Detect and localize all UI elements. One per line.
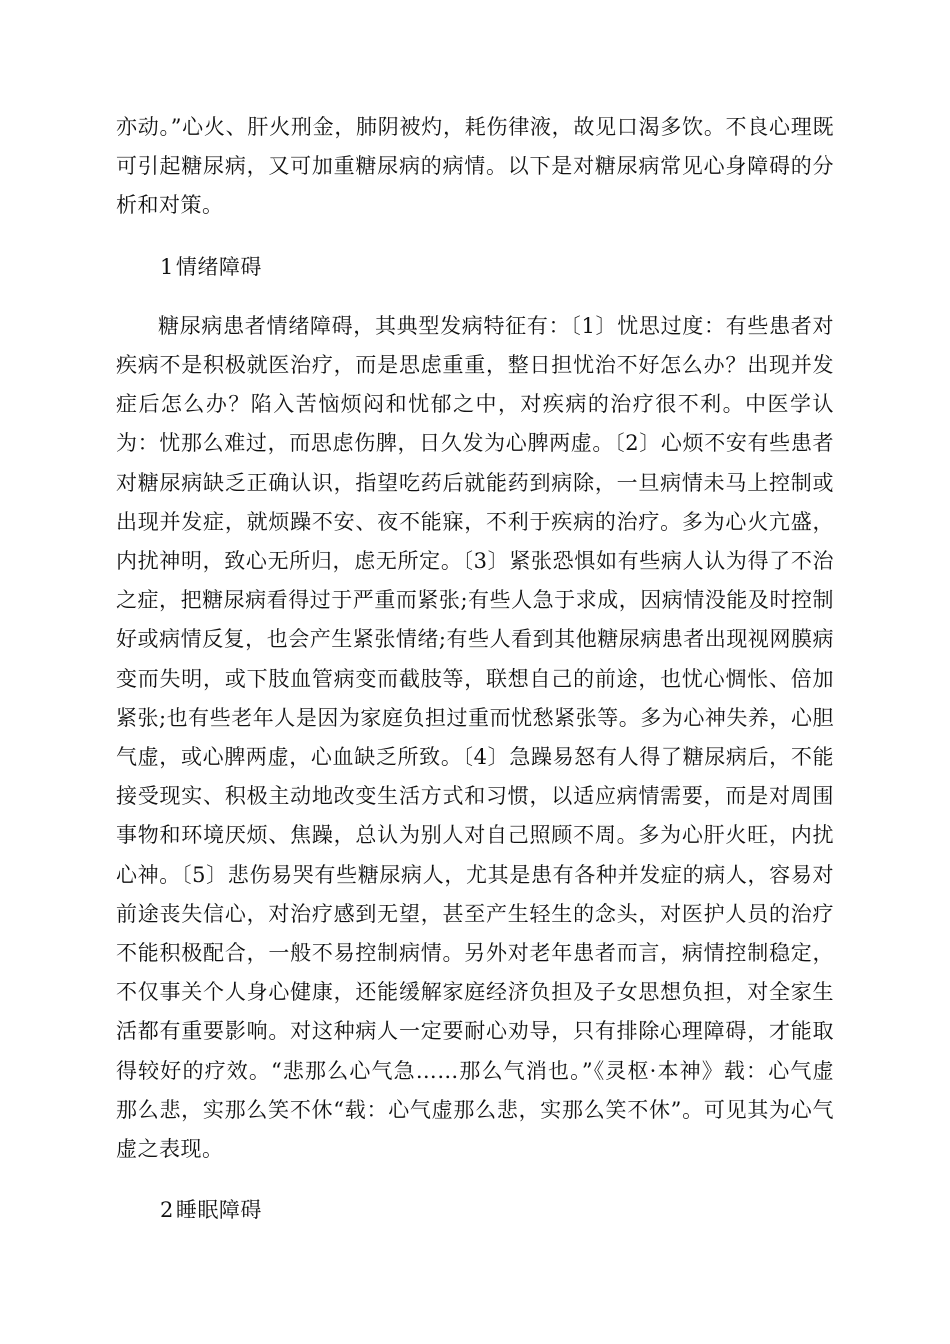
emotion-paragraph: 糖尿病患者情绪障碍，其典型发病特征有：〔1〕忧思过度：有些患者对疾病不是积极就医治疗，而是思虑重重，整日担忧治不好怎么办？出现并发症后怎么办？陷入苦恼烦闷和忧郁之中，对疾病的治疗很不利。中医学认为：忧那么难过，而思虑伤脾，日久发为心脾两虚。〔2〕心烦不安有些患者对糖尿病缺乏正确认识，指望吃药后就能药到病除，一旦病情未马上控制或出现并发症，就烦躁不安、夜不能寐，不利于疾病的治疗。多为心火亢盛，内扰神明，致心无所归，虑无所定。〔3〕紧张恐惧如有些病人认为得了不治之症，把糖尿病看得过于严重而紧张;有些人急于求成，因病情没能及时控制好或病情反复，也会产生紧张情绪;有些人看到其他糖尿病患者出现视网膜病变而失明，或下肢血管病变而截肢等，联想自己的前途，也忧心惆怅、倍加紧张;也有些老年人是因为家庭负担过重而忧愁紧张等。多为心神失养，心胆气虚，或心脾两虚，心血缺乏所致。〔4〕急躁易怒有人得了糖尿病后，不能接受现实、积极主动地改变生活方式和习惯，以适应病情需要，而是对周围事物和环境厌烦、焦躁，总认为别人对自己照顾不周。多为心肝火旺，内扰心神。〔5〕悲伤易哭有些糖尿病人，尤其是患有各种并发症的病人，容易对前途丧失信心，对治疗感到无望，甚至产生轻生的念头，对医护人员的治疗不能积极配合，一般不易控制病情。另外对老年患者而言，病情控制稳定，不仅事关个人身心健康，还能缓解家庭经济负担及子女思想负担，对全家生活都有重要影响。对这种病人一定要耐心劝导，只有排除心理障碍，才能取得较好的疗效。“悲那么心气急……那么气消也。”《灵枢·本神》载：心气虚那么悲，实那么笑不休“载：心气虚那么悲，实那么笑不休”。可见其为心气虚之表现。 — [116, 313, 834, 1162]
section-number: 2 — [160, 1198, 174, 1223]
section-title: 睡眠障碍 — [175, 1198, 262, 1223]
section-title: 情绪障碍 — [175, 254, 262, 279]
section-number: 1 — [160, 254, 174, 279]
intro-paragraph: 亦动。”心火、肝火刑金，肺阴被灼，耗伤律液，故见口渴多饮。不良心理既可引起糖尿病，又可加重糖尿病的病情。以下是对糖尿病常见心身障碍的分析和对策。 — [116, 115, 834, 218]
section-heading-sleep — [116, 1191, 834, 1230]
document-body — [116, 108, 834, 1250]
section-heading-emotion — [116, 248, 834, 287]
